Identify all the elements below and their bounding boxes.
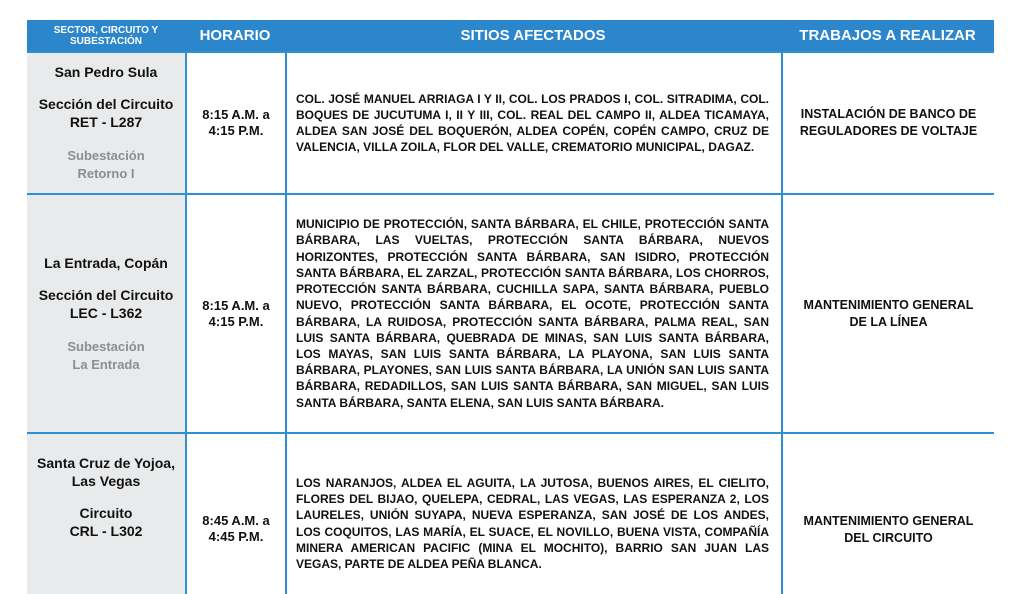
works-cell	[783, 195, 994, 432]
works-line: DE LA LÍNEA	[849, 314, 928, 329]
header-schedule: HORARIO	[199, 27, 271, 44]
header-sector: SECTOR, CIRCUITO Y SUBESTACIÓN	[53, 24, 159, 47]
table-header	[27, 20, 994, 51]
sector-location: La Entrada, Copán	[44, 254, 168, 271]
works-line: MANTENIMIENTO GENERAL	[803, 297, 974, 312]
table-row	[27, 434, 994, 594]
affected-sites-cell	[287, 434, 781, 594]
header-works: TRABAJOS A REALIZAR	[799, 27, 976, 44]
schedule-end: 4:45 P.M.	[208, 529, 264, 544]
substation-name: Retorno I	[77, 166, 135, 181]
sector-location: Las Vegas	[71, 473, 141, 489]
circuit-code: RET - L287	[69, 114, 143, 130]
section-label: Circuito	[79, 505, 133, 521]
table-row	[27, 195, 994, 432]
header-affected-sites: SITIOS AFECTADOS	[460, 27, 606, 44]
works-line: REGULADORES DE VOLTAJE	[799, 124, 978, 138]
affected-sites-text: COL. JOSÉ MANUEL ARRIAGA I Y II, COL. LOS PRADOS I, COL. SITRADIMA, COL. BOQUES DE JUCUTUMA I, II Y III, COL. REAL DEL CAMPO II, ALDEA TICAMAYA, ALDEA SAN JOSÉ DEL BOQUERÓN, ALDEA COPÉN, COPÉN CAMPO, CRUZ DE VALENCIA, VILLA ZOILA, FLOR DEL VALLE, CREMATORIO MUNICIPAL, DAGAZ.	[296, 91, 769, 155]
sector-cell	[27, 53, 185, 193]
circuit-code: CRL - L302	[69, 523, 143, 539]
sector-location: San Pedro Sula	[54, 64, 158, 80]
affected-sites-cell	[287, 53, 781, 193]
works-line: MANTENIMIENTO GENERAL	[803, 514, 974, 528]
works-line: INSTALACIÓN DE BANCO DE	[800, 107, 977, 121]
schedule-end: 4:15 P.M.	[208, 123, 264, 138]
section-label: Sección del Circuito	[38, 96, 174, 112]
section-label: Sección del Circuito	[38, 286, 174, 303]
table-row	[27, 53, 994, 193]
affected-sites-cell	[287, 195, 781, 432]
substation-label: Subestación	[67, 148, 145, 163]
sector-cell	[27, 195, 185, 432]
works-cell	[783, 53, 994, 193]
substation-name: La Entrada	[72, 356, 140, 372]
schedule-end: 4:15 P.M.	[208, 313, 264, 329]
outage-schedule-table	[27, 20, 994, 594]
sector-location: Santa Cruz de Yojoa,	[37, 455, 175, 471]
schedule-start: 8:15 A.M. a	[202, 297, 270, 313]
schedule-cell	[187, 53, 285, 193]
affected-sites-text: LOS NARANJOS, ALDEA EL AGUITA, LA JUTOSA, BUENOS AIRES, EL CIELITO, FLORES DEL BIJAO, QUELEPA, CEDRAL, LAS VEGAS, LAS ESPERANZA 2, LOS LAURELES, UNIÓN SUYAPA, NUEVA ESPERANZA, SAN JOSÉ DE LOS ANDES, LOS COQUITOS, LAS MARÍA, EL SUACE, EL NOVILLO, BUENA VISTA, COMPAÑÍA MINERA AMERICAN PACIFIC (MINA EL MOCHITO), BARRIO SAN JUAN LAS VEGAS, PARTE DE ALDEA PEÑA BLANCA.	[296, 476, 769, 572]
works-line: DEL CIRCUITO	[844, 531, 933, 545]
schedule-cell	[187, 434, 285, 594]
works-cell	[783, 434, 994, 594]
affected-sites-text: MUNICIPIO DE PROTECCIÓN, SANTA BÁRBARA, EL CHILE, PROTECCIÓN SANTA BÁRBARA, LAS VUELTAS, PROTECCIÓN SANTA BÁRBARA, NUEVOS HORIZONTES, PROTECCIÓN SANTA BÁRBARA, SAN ISIDRO, PROTECCIÓN SANTA BÁRBARA, EL ZARZAL, PROTECCIÓN SANTA BÁRBARA, LOS CHORROS, PROTECCIÓN SANTA BÁRBARA, CUCHILLA SAPA, SANTA BÁRBARA, PUEBLO NUEVO, PROTECCIÓN SANTA BÁRBARA, EL OCOTE, PROTECCIÓN SANTA BÁRBARA, LA RUIDOSA, PROTECCIÓN SANTA BÁRBARA, PALMA REAL, SAN LUIS SANTA BÁRBARA, QUEBRADA DE MINAS, SAN LUIS SANTA BÁRBARA, LOS MAYAS, SAN LUIS SANTA BÁRBARA, LA PLAYONA, SAN LUIS SANTA BÁRBARA, PLAYONES, SAN LUIS SANTA BÁRBARA, LA UNIÓN SAN LUIS SANTA BÁRBARA, REDADILLOS, SAN LUIS SANTA BÁRBARA, SAN MIGUEL, SAN LUIS SANTA BÁRBARA, SANTA ELENA, SAN LUIS SANTA BÁRBARA.	[296, 217, 769, 410]
circuit-code: LEC - L362	[69, 304, 143, 321]
substation-label: Subestación	[67, 338, 145, 354]
schedule-start: 8:15 A.M. a	[202, 107, 270, 122]
sector-cell	[27, 434, 185, 594]
schedule-cell	[187, 195, 285, 432]
schedule-start: 8:45 A.M. a	[202, 513, 270, 528]
